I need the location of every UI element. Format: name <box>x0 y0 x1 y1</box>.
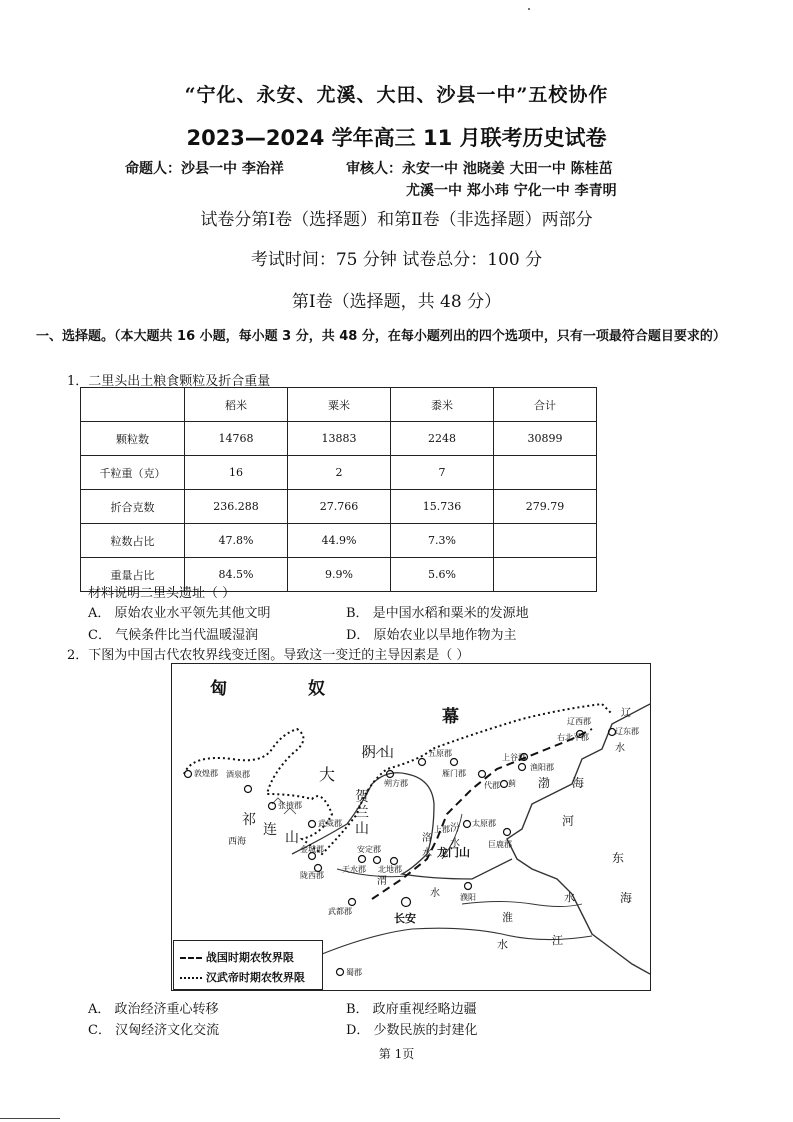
table-row <box>81 456 597 490</box>
reviewer-line-2: 尤溪一中 郑小玮 宁化一中 李青明 <box>406 183 617 199</box>
map-label: 江 <box>552 934 563 947</box>
city-label: 酒泉郡 <box>226 770 250 779</box>
map-label: 水 <box>564 891 575 904</box>
map-label: 淮 <box>502 911 513 924</box>
city-label: 敦煌郡 <box>194 769 218 778</box>
map-label: 大 <box>319 765 336 784</box>
map-label: 兰 <box>355 805 369 821</box>
map-label: 阴 <box>362 745 376 761</box>
table-cell: 千粒重（克） <box>81 456 185 490</box>
map-label: 洛 <box>422 833 432 844</box>
table-row <box>81 490 597 524</box>
table-cell <box>494 558 597 592</box>
bottom-rule <box>0 1118 60 1119</box>
city-label: 巨鹿郡 <box>488 840 512 849</box>
q1-option-a[interactable]: A． 原始农业水平领先其他文明 <box>88 606 271 621</box>
map-label: 海 <box>572 776 585 790</box>
scan-speck <box>528 8 530 10</box>
q1-option-d[interactable]: D． 原始农业以旱地作物为主 <box>346 628 517 643</box>
time-score: 考试时间：75 分钟 试卷总分：100 分 <box>250 250 543 270</box>
table-cell: 颗粒数 <box>81 422 185 456</box>
table-cell: 30899 <box>494 422 597 456</box>
table-cell: 2248 <box>391 422 494 456</box>
table-cell: 黍米 <box>391 388 494 422</box>
city-label: 渔阳郡 <box>530 763 554 772</box>
table-cell: 14768 <box>185 422 288 456</box>
table-cell: 重量占比 <box>81 558 185 592</box>
map-label: 水 <box>450 838 460 849</box>
map-label: 龙门山 <box>437 846 470 859</box>
map-label: 汾 <box>450 823 460 834</box>
table-row <box>81 422 597 456</box>
table-cell: 2 <box>288 456 391 490</box>
map-label: 连 <box>263 822 277 838</box>
q1-option-b[interactable]: B． 是中国水稻和粟米的发源地 <box>346 606 529 621</box>
city-label: 蓟 <box>508 779 516 788</box>
dotted-line-swatch <box>180 977 202 979</box>
table-cell: 折合克数 <box>81 490 185 524</box>
city-label: 上谷郡 <box>502 753 526 762</box>
city-label: 五原郡 <box>428 749 452 758</box>
table-cell <box>494 456 597 490</box>
map-legend <box>173 940 323 990</box>
section-instruction: 一、选择题。（本大题共 16 小题，每小题 3 分，共 48 分，在每小题列出的四个选项中，只有一项最符合题目要求的） <box>36 329 726 344</box>
map-label: 水 <box>497 938 508 951</box>
table-cell: 7 <box>391 456 494 490</box>
city-label: 代郡 <box>484 781 500 790</box>
city-label: 右北平郡 <box>557 733 589 742</box>
setter: 命题人：沙县一中 李治祥 <box>125 161 284 177</box>
table-row <box>81 524 597 558</box>
school-line: “宁化、永安、尤溪、大田、沙县一中”五校协作 <box>184 84 609 106</box>
legend-row-han <box>180 969 305 985</box>
grain-table <box>80 387 597 592</box>
q2-option-b[interactable]: B． 政府重视经略边疆 <box>346 1002 477 1017</box>
map-label: 山 <box>285 830 299 846</box>
table-cell: 236.288 <box>185 490 288 524</box>
map-label: 水 <box>422 848 432 859</box>
city-label: 辽西郡 <box>567 717 591 726</box>
map-label: 奴 <box>308 679 325 699</box>
city-label: 安定郡 <box>357 845 381 854</box>
q2-option-a[interactable]: A． 政治经济重心转移 <box>88 1002 219 1017</box>
table-cell: 粒数占比 <box>81 524 185 558</box>
q2-option-c[interactable]: C． 汉匈经济文化交流 <box>88 1023 220 1038</box>
reviewer-line-1: 审核人：永安一中 池晓姜 大田一中 陈桂茁 <box>346 161 613 177</box>
q1-option-c[interactable]: C． 气候条件比当代温暖湿润 <box>88 628 259 643</box>
map-label: 水 <box>430 888 440 899</box>
map-label: 幕 <box>442 707 459 727</box>
city-label: 上郡 <box>434 825 450 834</box>
table-cell: 27.766 <box>288 490 391 524</box>
map-label: 山 <box>355 821 369 837</box>
city-label: 金城郡 <box>300 845 324 854</box>
map-label: 渤 <box>538 776 551 790</box>
legend-warring-label: 战国时期农牧界限 <box>205 951 294 964</box>
q1-material-note: 材料说明二里头遗址（ ） <box>88 586 236 601</box>
table-cell: 15.736 <box>391 490 494 524</box>
map-label: 西海 <box>228 837 247 847</box>
map-label: 渭 <box>377 876 387 887</box>
city-label: 濮阳 <box>460 893 476 902</box>
table-cell: 合计 <box>494 388 597 422</box>
table-cell: 7.3% <box>391 524 494 558</box>
map-label: 匈 <box>210 679 227 699</box>
map-label: 东 <box>612 851 625 865</box>
table-cell: 粟米 <box>288 388 391 422</box>
table-cell: 5.6% <box>391 558 494 592</box>
city-label: 雁门郡 <box>442 769 466 778</box>
part-title: 第Ⅰ卷（选择题，共 48 分） <box>291 292 502 312</box>
map-label: 山 <box>380 745 394 761</box>
table-cell <box>494 524 597 558</box>
structure-note: 试卷分第Ⅰ卷（选择题）和第Ⅱ卷（非选择题）两部分 <box>200 210 593 230</box>
exam-title: 2023—2024 学年高三 11 月联考历史试卷 <box>186 126 607 150</box>
map-label: 水 <box>615 743 625 754</box>
map-label: 海 <box>620 891 633 905</box>
q1-stem: 1．二里头出土粮食颗粒及折合重量 <box>67 374 271 389</box>
city-label: 陇西郡 <box>300 871 324 880</box>
table-cell: 9.9% <box>288 558 391 592</box>
table-header-row <box>81 388 597 422</box>
city-label: 天水郡 <box>342 865 366 874</box>
legend-row-warring <box>180 949 294 965</box>
table-cell: 稻米 <box>185 388 288 422</box>
city-label: 北地郡 <box>378 865 402 874</box>
q2-stem: 2．下图为中国古代农牧界线变迁图。导致这一变迁的主导因素是（ ） <box>67 648 470 663</box>
city-label: 蜀郡 <box>346 968 362 977</box>
page-number: 第 1页 <box>378 1047 415 1061</box>
city-label: 太原郡 <box>472 819 496 828</box>
city-label: 武威郡 <box>318 819 342 828</box>
coastline <box>507 704 650 974</box>
city-label: 辽东郡 <box>615 727 639 736</box>
table-cell: 16 <box>185 456 288 490</box>
table-cell: 13883 <box>288 422 391 456</box>
city-label: 朔方郡 <box>384 779 408 788</box>
map-label: 祁 <box>242 812 256 828</box>
table-cell: 47.8% <box>185 524 288 558</box>
city-label: 武都郡 <box>328 907 352 916</box>
map-label: 辽 <box>621 708 631 719</box>
legend-han-label: 汉武帝时期农牧界限 <box>205 971 305 984</box>
dashed-line-swatch <box>180 957 202 959</box>
q2-option-d[interactable]: D． 少数民族的封建化 <box>346 1023 478 1038</box>
map-label: 贺 <box>355 789 369 805</box>
table-cell: 44.9% <box>288 524 391 558</box>
map-label: 河 <box>562 814 575 828</box>
table-cell: 84.5% <box>185 558 288 592</box>
table-cell <box>81 388 185 422</box>
table-cell: 279.79 <box>494 490 597 524</box>
city-label: 长安 <box>394 912 416 925</box>
city-label: 张掖郡 <box>278 801 302 810</box>
